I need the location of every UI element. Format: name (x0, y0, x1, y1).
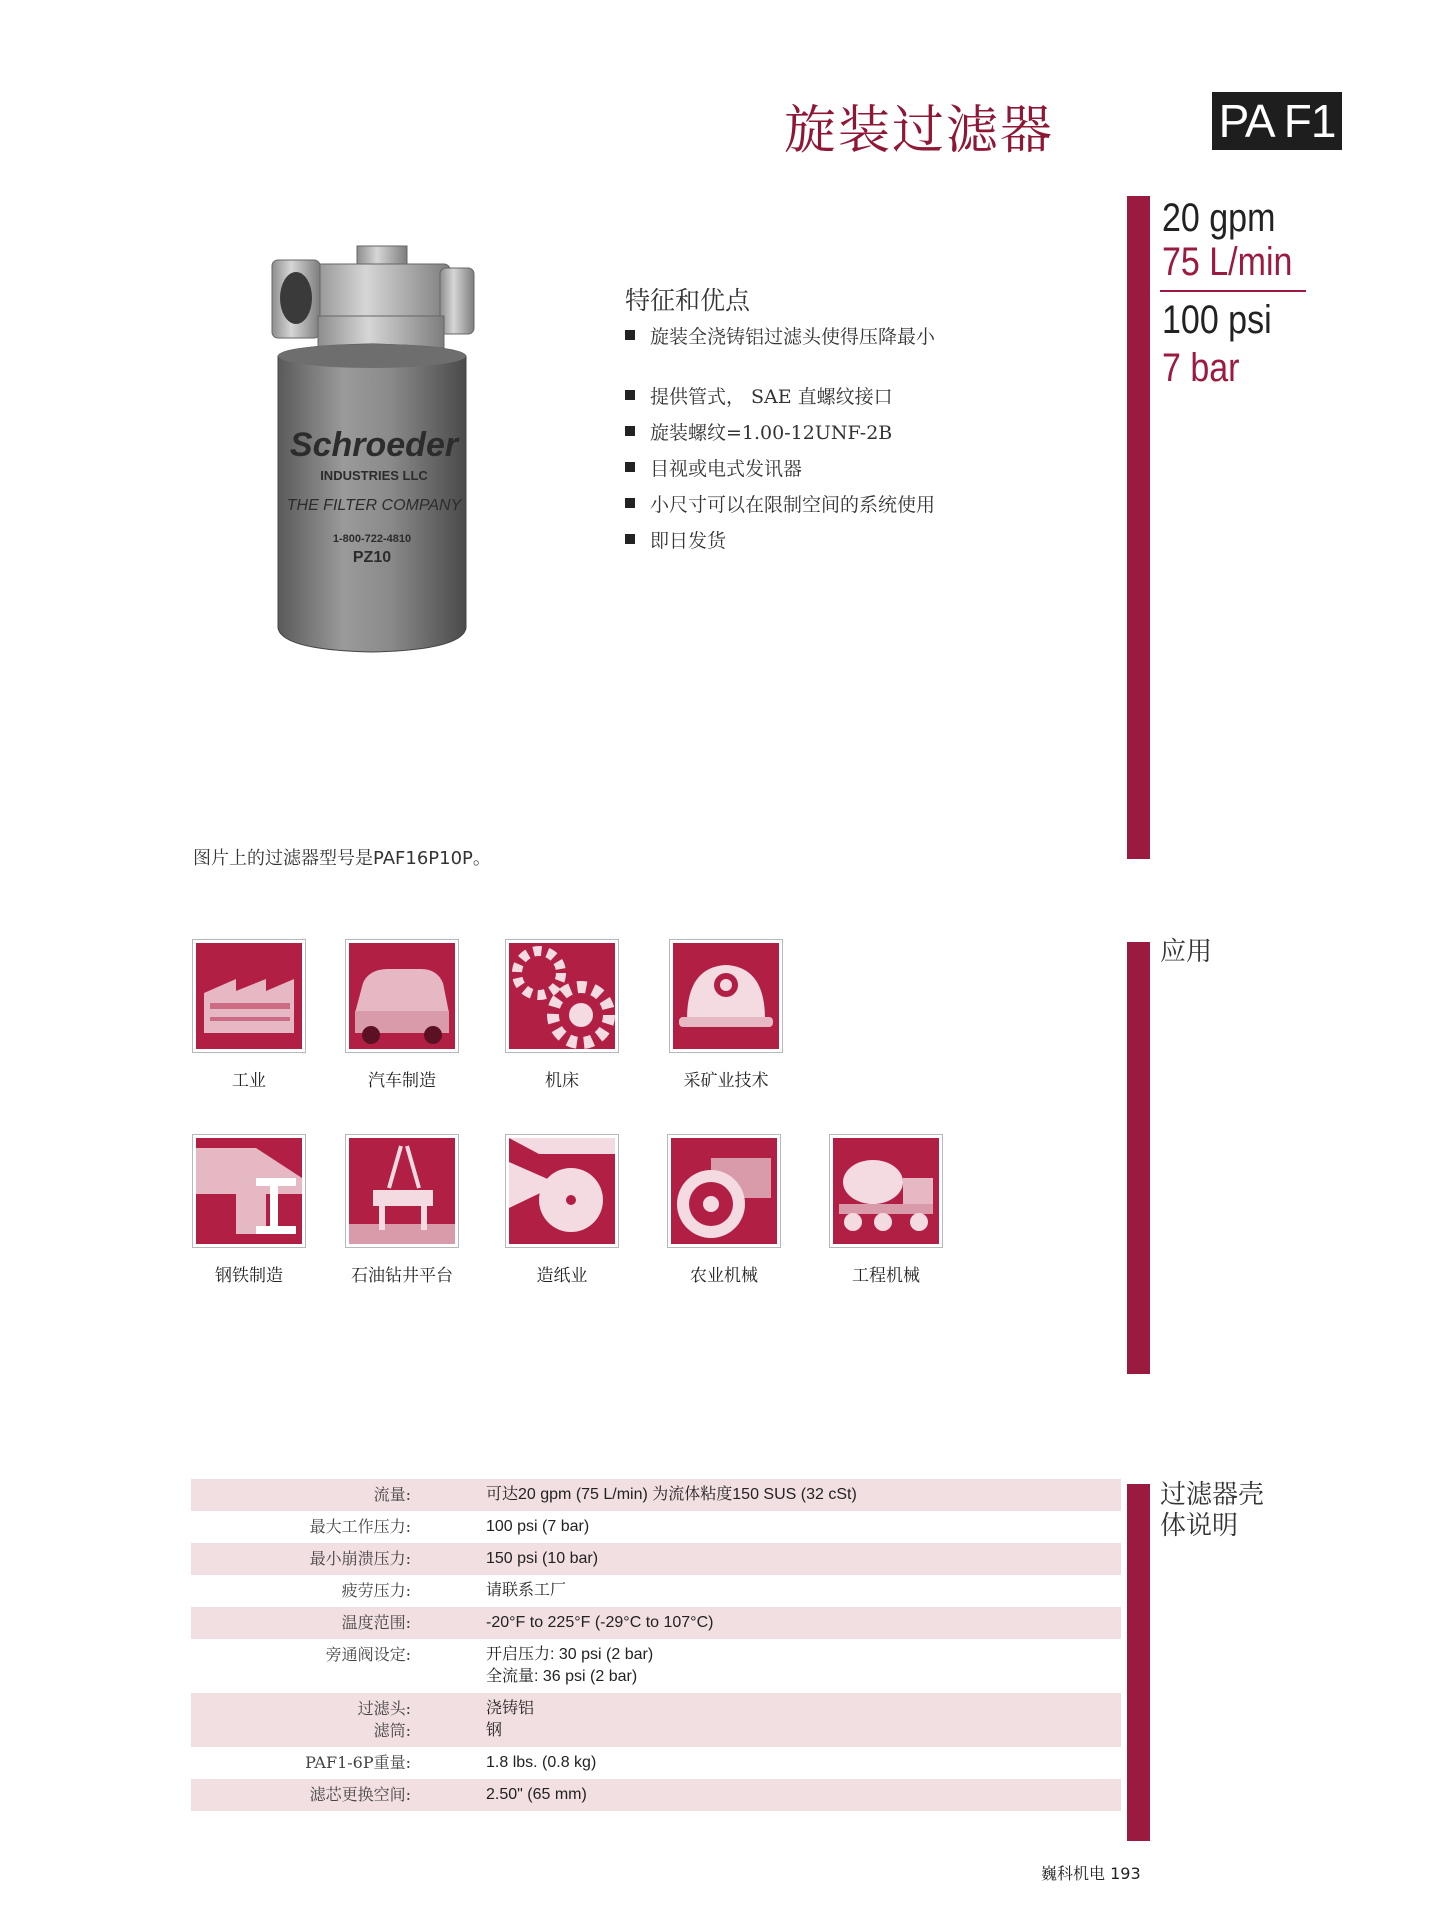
accent-bar-housing (1127, 1484, 1150, 1841)
spec-key: 旁通阀设定: (325, 1645, 411, 1664)
table-row (191, 1779, 1121, 1811)
application-label: 工程机械 (852, 1266, 920, 1286)
product-brand-sub-text: INDUSTRIES LLC (320, 468, 428, 483)
page-title: 旋装过滤器 (783, 101, 1054, 161)
spec-value: 100 psi (7 bar) (486, 1518, 590, 1535)
application-label: 汽车制造 (368, 1071, 436, 1091)
spec-key: 温度范围: (341, 1613, 411, 1632)
spec-pressure-psi: 100 psi (1162, 298, 1272, 342)
features-title: 特征和优点 (625, 286, 751, 315)
spec-value: 1.8 lbs. (0.8 kg) (486, 1754, 597, 1771)
feature-item: 旋装全浇铸铝过滤头使得压降最小 (625, 322, 935, 358)
spec-key: 滤筒: (373, 1721, 411, 1740)
table-row (191, 1747, 1121, 1779)
application-label: 石油钻井平台 (351, 1266, 453, 1286)
spec-key: PAF1-6P重量: (305, 1753, 411, 1772)
table-row (191, 1543, 1121, 1575)
spec-value: 钢 (486, 1722, 503, 1739)
spec-value: 请联系工厂 (486, 1582, 567, 1599)
mixer-truck-icon (830, 1135, 942, 1247)
image-caption: 图片上的过滤器型号是PAF16P10P。 (193, 848, 491, 869)
feature-item: 即日发货 (625, 526, 935, 562)
spec-key: 最大工作压力: (309, 1517, 411, 1536)
spec-key: 滤芯更换空间: (309, 1785, 411, 1804)
application-mining (670, 940, 782, 1091)
accent-bar-specs (1127, 196, 1150, 859)
applications-label: 应用 (1160, 937, 1213, 967)
product-phone-text: 1-800-722-4810 (332, 533, 412, 545)
product-element-text: PZ10 (352, 549, 392, 566)
application-oil-rig (346, 1135, 458, 1286)
model-badge: PA F1 (1212, 92, 1342, 150)
table-row (191, 1607, 1121, 1639)
spec-key: 疲劳压力: (341, 1581, 411, 1600)
accent-bar-applications (1127, 942, 1150, 1374)
application-automotive (346, 940, 458, 1091)
spec-key: 最小崩溃压力: (309, 1549, 411, 1568)
spec-value: 可达20 gpm (75 L/min) 为流体粘度150 SUS (32 cSt) (486, 1486, 857, 1503)
product-image (262, 238, 482, 658)
table-row (191, 1575, 1121, 1607)
feature-item: 目视或电式发讯器 (625, 454, 935, 490)
tractor-icon (668, 1135, 780, 1247)
application-label: 农业机械 (690, 1266, 758, 1286)
car-icon (346, 940, 458, 1052)
oil-rig-icon (346, 1135, 458, 1247)
spec-key: 过滤头: (357, 1699, 411, 1718)
application-paper (506, 1135, 618, 1286)
table-row (191, 1693, 1121, 1747)
spec-value: 浇铸铝 (486, 1700, 535, 1717)
spec-flow-lpm: 75 L/min (1162, 240, 1293, 284)
spec-key: 流量: (373, 1485, 411, 1504)
page-number: 193 (1110, 1864, 1141, 1883)
spec-value: 2.50" (65 mm) (486, 1786, 587, 1803)
spec-pressure-bar: 7 bar (1162, 346, 1240, 390)
feature-item: 小尺寸可以在限制空间的系统使用 (625, 490, 935, 526)
application-label: 钢铁制造 (215, 1266, 283, 1286)
paper-saw-icon (506, 1135, 618, 1247)
table-row (191, 1511, 1121, 1543)
application-agriculture (668, 1135, 780, 1286)
page-footer (1041, 1861, 1141, 1884)
feature-item: 旋装螺纹=1.00-12UNF-2B (625, 418, 935, 454)
housing-spec-table (191, 1479, 1121, 1811)
feature-item: 提供管式， SAE 直螺纹接口 (625, 382, 935, 418)
product-brand-text: Schroeder (289, 426, 459, 464)
table-row (191, 1479, 1121, 1511)
spec-value: -20°F to 225°F (-29°C to 107°C) (486, 1614, 714, 1631)
spec-value: 开启压力: 30 psi (2 bar) (486, 1646, 654, 1663)
application-label: 机床 (545, 1071, 579, 1091)
spec-value: 全流量: 36 psi (2 bar) (486, 1668, 638, 1685)
factory-icon (193, 940, 305, 1052)
table-row (191, 1639, 1121, 1693)
footer-company: 巍科机电 (1041, 1864, 1106, 1883)
application-construction (830, 1135, 942, 1286)
product-tagline-text: THE FILTER COMPANY (286, 497, 462, 514)
spec-divider (1160, 290, 1306, 292)
application-steel (193, 1135, 305, 1286)
steel-beam-icon (193, 1135, 305, 1247)
application-machine-tools (506, 940, 618, 1091)
spec-value: 150 psi (10 bar) (486, 1550, 599, 1567)
features-list (625, 322, 935, 562)
application-label: 采矿业技术 (683, 1071, 769, 1091)
housing-label: 过滤器壳体说明 (1160, 1480, 1265, 1541)
application-industry (193, 940, 305, 1091)
spec-flow-gpm: 20 gpm (1162, 196, 1276, 240)
application-label: 造纸业 (536, 1266, 588, 1286)
gears-icon (506, 940, 618, 1052)
mining-helmet-icon (670, 940, 782, 1052)
application-label: 工业 (232, 1071, 266, 1091)
